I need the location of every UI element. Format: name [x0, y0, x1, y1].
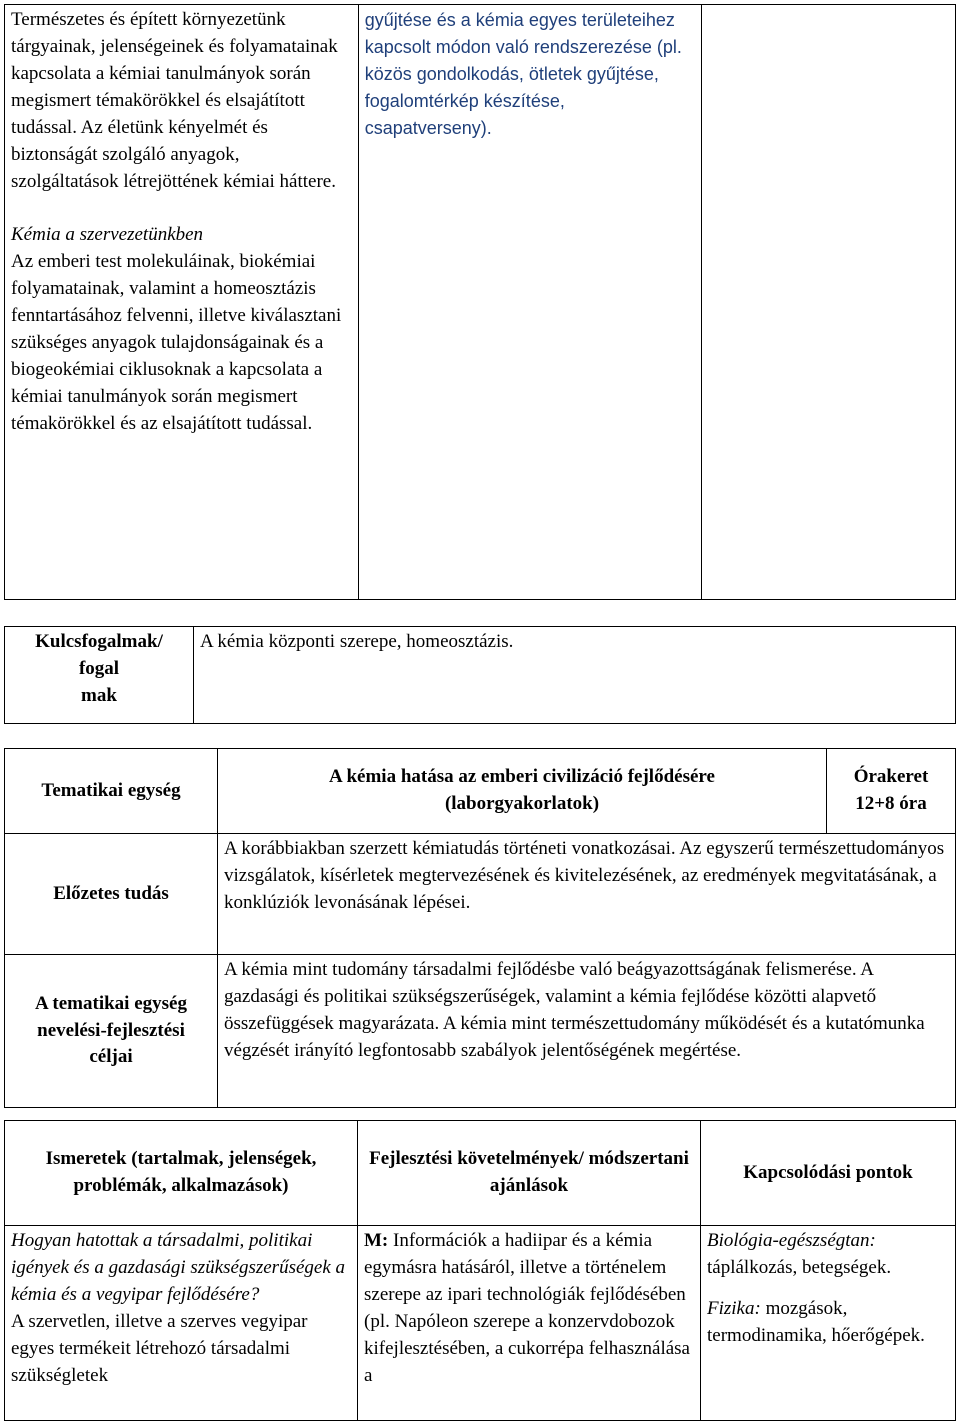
top-left-heading: Kémia a szervezetünkben: [11, 223, 204, 245]
key-concepts-label: [5, 627, 194, 724]
col3-subject-1: Biológia-egészségtan:: [707, 1230, 876, 1251]
unit-hours: [827, 749, 956, 834]
top-right-cell: [702, 5, 956, 600]
unit-title-line1: A kémia hatása az emberi civilizáció fejlődésére: [329, 766, 715, 788]
top-left-cell: [5, 5, 359, 600]
unit-table: [4, 748, 956, 1108]
top-middle-cell: [358, 5, 702, 600]
unit-title: [218, 749, 827, 834]
top-table: [4, 4, 956, 600]
col1-header: Ismeretek (tartalmak, jelenségek, problémák, alkalmazások): [5, 1121, 358, 1226]
goals-label-line2: nevelési-fejlesztési: [37, 1019, 185, 1041]
col1-content: [5, 1226, 358, 1421]
col3-content: [701, 1226, 956, 1421]
col3-header: Kapcsolódási pontok: [701, 1121, 956, 1226]
unit-hours-label: Órakeret: [853, 766, 929, 788]
goals-label-line3: céljai: [89, 1046, 133, 1068]
col1-question: Hogyan hatottak a társadalmi, politikai igények és a gazdasági szükségszerűségek a kémia és a vegyipar fejlődésére?: [11, 1230, 346, 1305]
col2-prefix: M:: [364, 1230, 389, 1251]
top-left-paragraph-2: Az emberi test molekuláinak, biokémiai folyamatainak, valamint a homeosztázis fenntartásához felvenni, illetve kiválasztani szükséges anyagok tulajdonságainak és a biogeokémiai ciklusoknak a kapcsolata a kémiai tanulmányok során megismert témakörökkel és az elsajátított tudással.: [11, 250, 342, 434]
col2-header: Fejlesztési követelmények/ módszertani ajánlások: [358, 1121, 701, 1226]
col3-subject-2: Fizika:: [707, 1297, 761, 1319]
content-columns-table: [4, 1120, 956, 1421]
top-middle-text: gyűjtése és a kémia egyes területeihez kapcsolt módon való rendszerezése (pl. közös gondolkodás, ötletek gyűjtése, fogalomtérkép készítése, csapatverseny).: [364, 10, 682, 138]
unit-title-line2: (laborgyakorlatok): [444, 793, 600, 814]
prior-knowledge-label: Előzetes tudás: [5, 834, 218, 955]
goals-text: A kémia mint tudomány társadalmi fejlődésbe való beágyazottságának felismerése. A gazdasági és politikai szükségszerűségek, valamint a kémia fejlődése közötti alapvető összefüggések magyarázata. A kémia mint természettudomány működését és a kutatómunka végzését irányító legfontosabb szabályok jelentőségének megértése.: [218, 955, 956, 1108]
unit-header-label: Tematikai egység: [5, 749, 218, 834]
col2-content: [358, 1226, 701, 1421]
key-concepts-value: A kémia központi szerepe, homeosztázis.: [194, 627, 956, 724]
col1-text: A szervetlen, illetve a szerves vegyipar egyes termékeit létrehozó társadalmi szükségletek: [11, 1310, 308, 1386]
col3-text-1: táplálkozás, betegségek.: [707, 1256, 892, 1278]
goals-label: [5, 955, 218, 1108]
key-concepts-label-line1: Kulcsfogalmak/: [35, 631, 163, 652]
unit-hours-value: 12+8 óra: [855, 793, 927, 814]
prior-knowledge-text: A korábbiakban szerzett kémiatudás történeti vonatkozásai. Az egyszerű természettudományos vizsgálatok, kísérletek megtervezésének és kivitelezésének, az eredmények megvitatásának, a konklúziók levonásának lépései.: [218, 834, 956, 955]
key-concepts-table: [4, 626, 956, 724]
top-left-paragraph-1: Természetes és épített környezetünk tárgyainak, jelenségeinek és folyamatainak kapcsolata a kémiai tanulmányok során megismert témakörökkel és elsajátított tudással. Az életünk kényelmét és biztonságát szolgáló anyagok, szolgáltatások létrejöttének kémiai háttere.: [11, 9, 338, 192]
col3-text-2: mozgások, termodinamika, hőerőgépek.: [707, 1297, 925, 1346]
goals-label-line1: A tematikai egység: [35, 992, 187, 1014]
key-concepts-label-line3: mak: [81, 684, 117, 706]
key-concepts-label-line2: fogal: [78, 657, 120, 679]
col2-text: Információk a hadiipar és a kémia egymásra hatásáról, illetve a történelem szerepe az ipari technológiák fejlődésében (pl. Napóleon szerepe a konzervdobozok kifejlesztésében, a cukorrépa felhasználása a: [364, 1230, 690, 1386]
